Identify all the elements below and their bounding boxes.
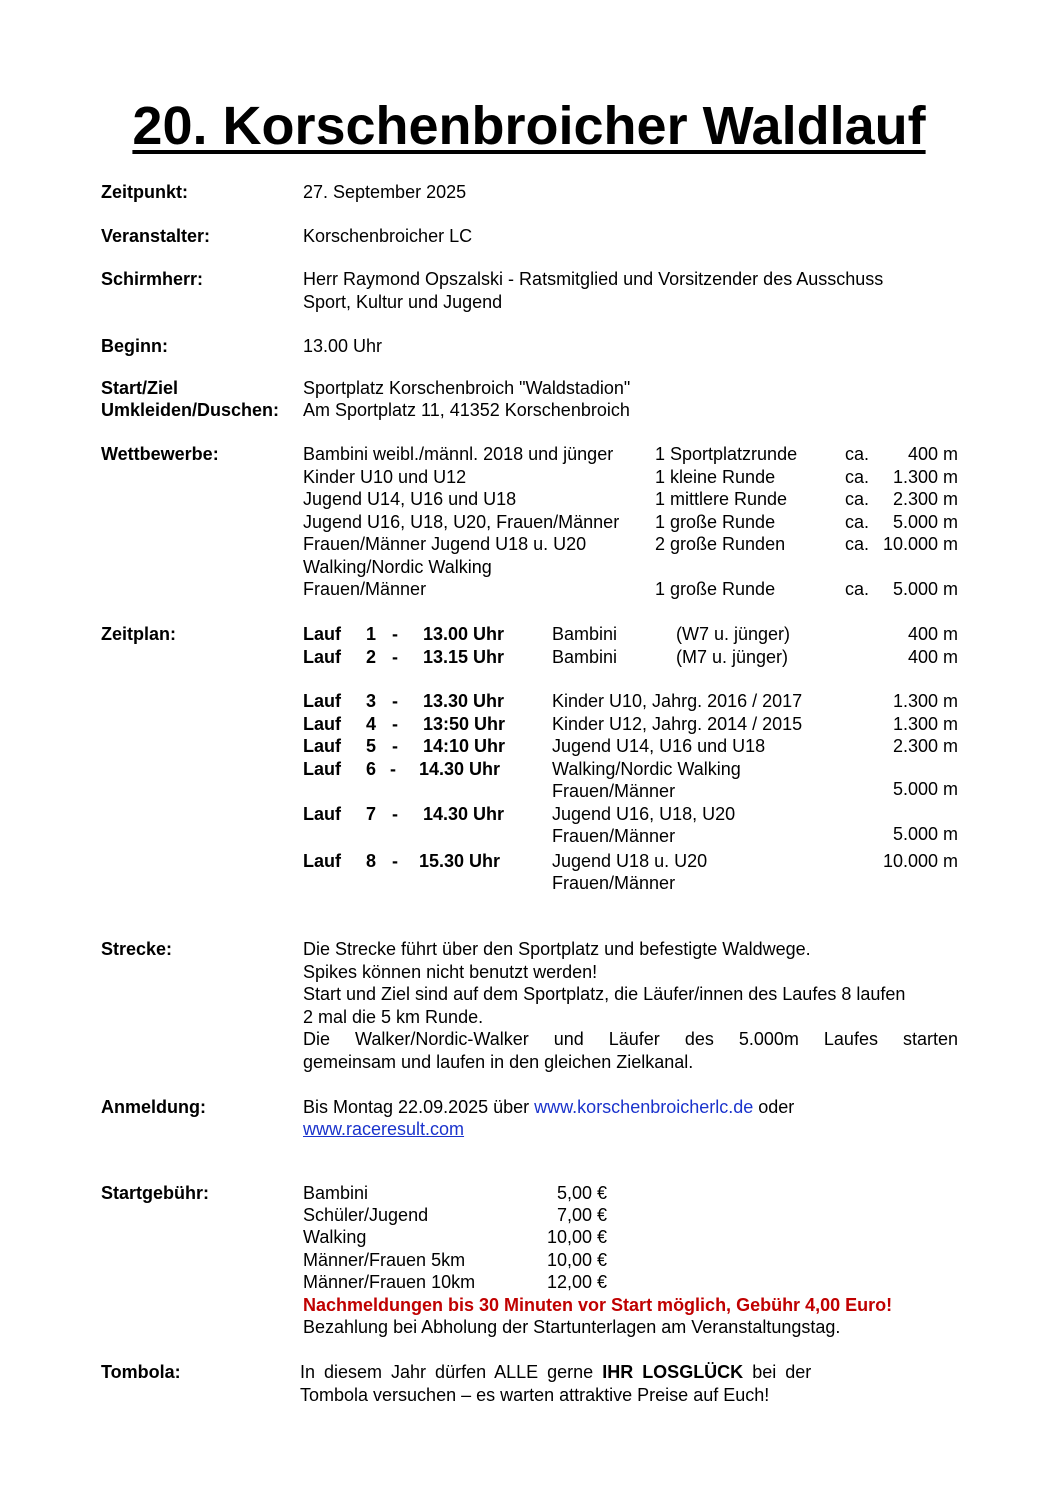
label-strecke: Strecke:: [101, 939, 173, 959]
strecke-line: gemeinsam und laufen in den gleichen Zielkanal.: [303, 1052, 694, 1072]
run-number: 6: [366, 759, 377, 779]
fee-price: 12,00 €: [546, 1272, 607, 1292]
wettbewerb-runde: 1 mittlere Runde: [655, 489, 788, 509]
wettbewerb-runde: 1 große Runde: [655, 512, 776, 532]
strecke-line: 2 mal die 5 km Runde.: [303, 1007, 484, 1027]
run-extra: (M7 u. jünger): [676, 647, 789, 667]
run-time: 14.30 Uhr: [423, 804, 505, 824]
wettbewerb-distance: 1.300 m: [892, 467, 958, 487]
run-group: Jugend U18 u. U20: [552, 851, 708, 871]
run-lauf: Lauf: [303, 714, 341, 734]
wettbewerb-distance: 10.000 m: [882, 534, 958, 554]
run-number: 8: [366, 851, 377, 871]
run-distance: 400 m: [907, 647, 958, 667]
run-time: 13.00 Uhr: [423, 624, 505, 644]
run-lauf: Lauf: [303, 624, 341, 644]
label-zeitpunkt: Zeitpunkt:: [101, 182, 188, 202]
fee-name: Bambini: [303, 1183, 369, 1203]
run-dash: -: [392, 736, 398, 756]
tombola-line1: [300, 1361, 811, 1383]
wettbewerb-name: Jugend U14, U16 und U18: [303, 489, 517, 509]
run-distance: 5.000 m: [892, 779, 958, 799]
korschenbroicherlc-link[interactable]: www.korschenbroicherlc.de: [534, 1097, 754, 1117]
run-time: 13.30 Uhr: [423, 691, 505, 711]
wettbewerb-runde: 1 kleine Runde: [655, 467, 776, 487]
bezahlung-note: Bezahlung bei Abholung der Startunterlagen am Veranstaltungstag.: [303, 1317, 841, 1337]
label-schirmherr: Schirmherr:: [101, 269, 204, 289]
label-beginn: Beginn:: [101, 336, 168, 356]
run-group-2: Frauen/Männer: [552, 781, 676, 801]
strecke-line: Die Walker/Nordic-Walker und Läufer des 5.000m Laufes starten: [303, 1029, 958, 1049]
label-startziel: Start/Ziel: [101, 378, 179, 398]
wettbewerb-name: Kinder U10 und U12: [303, 467, 467, 487]
value-startziel: Sportplatz Korschenbroich "Waldstadion": [303, 378, 631, 398]
wettbewerb-ca: ca.: [845, 489, 870, 509]
wettbewerb-ca: ca.: [845, 512, 870, 532]
run-dash: -: [392, 647, 398, 667]
run-dash: -: [392, 804, 398, 824]
run-distance: 5.000 m: [892, 824, 958, 844]
run-time: 14:10 Uhr: [423, 736, 506, 756]
tombola-highlight: IHR LOSGLÜCK: [602, 1362, 744, 1382]
label-veranstalter: Veranstalter:: [101, 226, 211, 246]
run-group: Kinder U12, Jahrg. 2014 / 2015: [552, 714, 803, 734]
label-startgebuehr: Startgebühr:: [101, 1183, 209, 1203]
raceresult-link[interactable]: www.raceresult.com: [303, 1119, 465, 1139]
fee-price: 5,00 €: [556, 1183, 607, 1203]
run-distance: 10.000 m: [882, 851, 958, 871]
wettbewerb-distance: 5.000 m: [892, 512, 958, 532]
run-group: Kinder U10, Jahrg. 2016 / 2017: [552, 691, 803, 711]
value-schirmherr-line1: Herr Raymond Opszalski - Ratsmitglied und Vorsitzender des Ausschuss: [303, 269, 884, 289]
wettbewerb-runde: 2 große Runden: [655, 534, 786, 554]
run-time: 13.15 Uhr: [423, 647, 505, 667]
run-extra: (W7 u. jünger): [676, 624, 791, 644]
wettbewerb-name: Jugend U16, U18, U20, Frauen/Männer: [303, 512, 620, 532]
run-lauf: Lauf: [303, 647, 341, 667]
run-group: Jugend U16, U18, U20: [552, 804, 736, 824]
wettbewerb-name: Frauen/Männer: [303, 579, 427, 599]
wettbewerb-ca: ca.: [845, 534, 870, 554]
run-distance: 2.300 m: [892, 736, 958, 756]
value-umkleiden: Am Sportplatz 11, 41352 Korschenbroich: [303, 400, 630, 420]
run-time: 14.30 Uhr: [419, 759, 501, 779]
fee-name: Schüler/Jugend: [303, 1205, 429, 1225]
run-distance: 1.300 m: [892, 714, 958, 734]
strecke-line: Die Strecke führt über den Sportplatz und befestigte Waldwege.: [303, 939, 811, 959]
run-group-2: Frauen/Männer: [552, 873, 676, 893]
tombola-text-c: bei der: [743, 1362, 812, 1382]
run-number: 2: [366, 647, 377, 667]
label-umkleiden: Umkleiden/Duschen:: [101, 400, 280, 420]
run-number: 5: [366, 736, 377, 756]
run-dash: -: [390, 759, 396, 779]
label-zeitplan: Zeitplan:: [101, 624, 176, 644]
tombola-line2: Tombola versuchen – es warten attraktive Preise auf Euch!: [300, 1385, 770, 1405]
run-number: 4: [366, 714, 377, 734]
run-time: 15.30 Uhr: [419, 851, 501, 871]
run-number: 1: [366, 624, 377, 644]
run-dash: -: [392, 691, 398, 711]
run-number: 7: [366, 804, 377, 824]
run-time: 13:50 Uhr: [423, 714, 506, 734]
strecke-line: Spikes können nicht benutzt werden!: [303, 962, 598, 982]
nachmeldung-warning: Nachmeldungen bis 30 Minuten vor Start möglich, Gebühr 4,00 Euro!: [303, 1295, 893, 1315]
wettbewerb-runde: 1 große Runde: [655, 579, 776, 599]
run-distance: 400 m: [907, 624, 958, 644]
run-dash: -: [392, 714, 398, 734]
run-lauf: Lauf: [303, 736, 341, 756]
label-anmeldung: Anmeldung:: [101, 1097, 206, 1117]
label-tombola: Tombola:: [101, 1362, 181, 1382]
wettbewerb-distance: 2.300 m: [892, 489, 958, 509]
anmeldung-mid: oder: [753, 1097, 795, 1117]
run-lauf: Lauf: [303, 691, 341, 711]
wettbewerb-ca: ca.: [845, 579, 870, 599]
label-wettbewerbe: Wettbewerbe:: [101, 444, 219, 464]
fee-price: 10,00 €: [546, 1250, 607, 1270]
run-dash: -: [392, 624, 398, 644]
wettbewerb-distance: 5.000 m: [892, 579, 958, 599]
anmeldung-pre: Bis Montag 22.09.2025 über: [303, 1097, 535, 1117]
run-group: Jugend U14, U16 und U18: [552, 736, 766, 756]
tombola-text-a: In diesem Jahr dürfen ALLE gerne: [300, 1362, 603, 1382]
run-lauf: Lauf: [303, 759, 341, 779]
wettbewerb-ca: ca.: [845, 444, 870, 464]
run-number: 3: [366, 691, 377, 711]
fee-name: Männer/Frauen 10km: [303, 1272, 476, 1292]
wettbewerb-name: Frauen/Männer Jugend U18 u. U20: [303, 534, 587, 554]
run-dash: -: [392, 851, 398, 871]
fee-price: 10,00 €: [546, 1227, 607, 1247]
wettbewerb-name: Walking/Nordic Walking: [303, 557, 492, 577]
run-group: Bambini: [552, 647, 618, 667]
value-zeitpunkt: 27. September 2025: [303, 182, 467, 202]
anmeldung-text: [303, 1096, 794, 1118]
fee-name: Männer/Frauen 5km: [303, 1250, 466, 1270]
fee-name: Walking: [303, 1227, 367, 1247]
value-veranstalter: Korschenbroicher LC: [303, 226, 473, 246]
wettbewerb-runde: 1 Sportplatzrunde: [655, 444, 798, 464]
run-group: Bambini: [552, 624, 618, 644]
wettbewerb-name: Bambini weibl./männl. 2018 und jünger: [303, 444, 614, 464]
wettbewerb-distance: 400 m: [907, 444, 958, 464]
wettbewerb-ca: ca.: [845, 467, 870, 487]
value-beginn: 13.00 Uhr: [303, 336, 383, 356]
run-lauf: Lauf: [303, 804, 341, 824]
run-group-2: Frauen/Männer: [552, 826, 676, 846]
run-distance: 1.300 m: [892, 691, 958, 711]
run-group: Walking/Nordic Walking: [552, 759, 741, 779]
fee-price: 7,00 €: [556, 1205, 607, 1225]
value-schirmherr-line2: Sport, Kultur und Jugend: [303, 292, 503, 312]
strecke-line: Start und Ziel sind auf dem Sportplatz, die Läufer/innen des Laufes 8 laufen: [303, 984, 906, 1004]
page-title: 20. Korschenbroicher Waldlauf: [132, 96, 926, 156]
run-lauf: Lauf: [303, 851, 341, 871]
